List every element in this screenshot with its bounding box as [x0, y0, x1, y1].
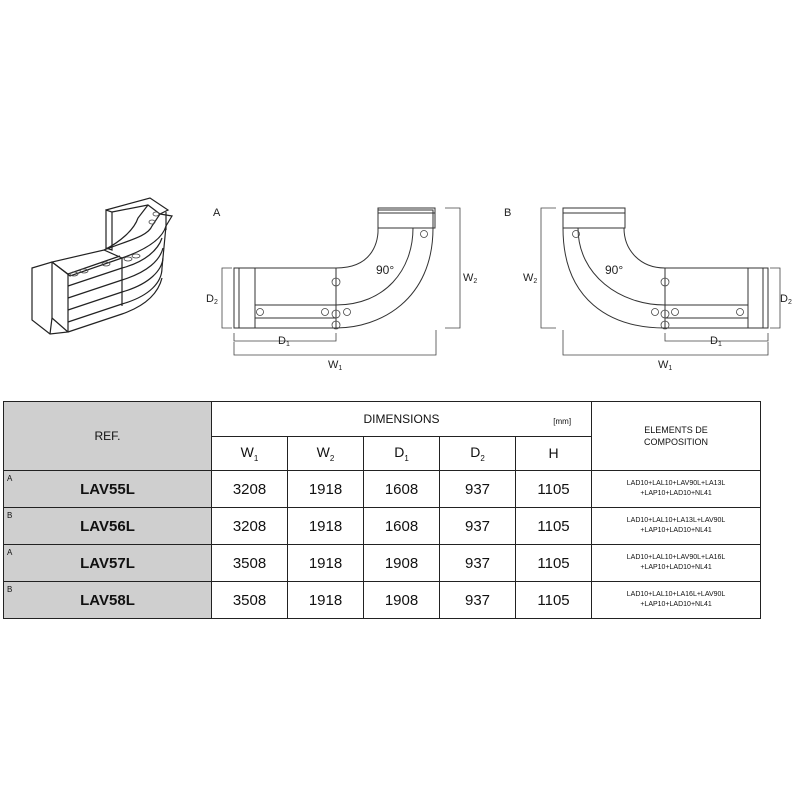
cell-h: 1105: [516, 545, 592, 582]
cell-d1: 1608: [364, 508, 440, 545]
cell-d2: 937: [440, 508, 516, 545]
dim-d2-label-a: D2: [206, 293, 218, 306]
variant-marker: B: [7, 511, 13, 520]
col-header-d2: $D_2$: [440, 436, 516, 471]
cell-composition: LAD10+LAL10+LA13L+LAV90L +LAP10+LAD10+NL41: [592, 508, 761, 545]
perspective-view-illustration: [32, 198, 172, 334]
variant-label-b: B: [504, 207, 512, 219]
cell-h: 1105: [516, 582, 592, 619]
ref-cell: [4, 582, 212, 619]
table-row: [4, 582, 761, 619]
dim-w1-label-b: W1: [658, 359, 673, 372]
ref-cell: [4, 545, 212, 582]
ref-cell: [4, 508, 212, 545]
cell-d1: 1908: [364, 545, 440, 582]
col-header-h: H: [516, 436, 592, 471]
dimensions-header: [212, 402, 592, 437]
table-row: [4, 508, 761, 545]
dimensions-title: DIMENSIONS: [363, 411, 440, 426]
cell-d1: 1908: [364, 582, 440, 619]
variant-label-a: A: [213, 207, 221, 219]
cell-w2: 1918: [288, 582, 364, 619]
cell-composition: LAD10+LAL10+LA16L+LAV90L +LAP10+LAD10+NL41: [592, 582, 761, 619]
cell-w1: 3208: [212, 508, 288, 545]
elements-header-line2: COMPOSITION: [644, 437, 709, 447]
cell-composition: LAD10+LAL10+LAV90L+LA13L +LAP10+LAD10+NL41: [592, 471, 761, 508]
table-row: [4, 545, 761, 582]
variant-marker: A: [7, 474, 13, 483]
cell-d1: 1608: [364, 471, 440, 508]
ref-cell: [4, 471, 212, 508]
cell-w1: 3508: [212, 582, 288, 619]
plan-view-b: [504, 207, 792, 372]
dim-d1-label-b: D1: [710, 335, 722, 348]
angle-label-b: 90°: [605, 263, 624, 277]
elements-header: [592, 402, 761, 471]
cell-h: 1105: [516, 471, 592, 508]
col-header-w2: $W_2$: [288, 436, 364, 471]
table-row: [4, 471, 761, 508]
variant-marker: A: [7, 548, 13, 557]
cell-d2: 937: [440, 471, 516, 508]
cell-w2: 1918: [288, 545, 364, 582]
cell-w2: 1918: [288, 471, 364, 508]
dim-d1-label-a: D1: [278, 335, 290, 348]
cell-w1: 3508: [212, 545, 288, 582]
cell-h: 1105: [516, 508, 592, 545]
ref-code: LAV56L: [80, 517, 135, 535]
elements-header-line1: ELEMENTS DE: [644, 425, 708, 435]
cell-w1: 3208: [212, 471, 288, 508]
col-header-w1: $W_1$: [212, 436, 288, 471]
cell-w2: 1918: [288, 508, 364, 545]
col-header-d1: $D_1$: [364, 436, 440, 471]
dim-w1-label-a: W1: [328, 359, 343, 372]
ref-header: REF.: [4, 402, 212, 471]
variant-marker: B: [7, 585, 13, 594]
ref-code: LAV55L: [80, 480, 135, 498]
drawings-area: [0, 0, 800, 395]
dim-w2-label-a: W2: [463, 272, 478, 285]
dimensions-table: [3, 401, 761, 619]
cell-d2: 937: [440, 545, 516, 582]
dim-w2-label-b: W2: [523, 272, 538, 285]
cell-composition: LAD10+LAL10+LAV90L+LA16L +LAP10+LAD10+NL41: [592, 545, 761, 582]
cell-d2: 937: [440, 582, 516, 619]
dim-d2-label-b: D2: [780, 293, 792, 306]
ref-code: LAV57L: [80, 554, 135, 572]
unit-label: [mm]: [553, 417, 572, 426]
angle-label-a: 90°: [376, 263, 395, 277]
plan-view-a: [206, 207, 477, 372]
ref-code: LAV58L: [80, 591, 135, 609]
